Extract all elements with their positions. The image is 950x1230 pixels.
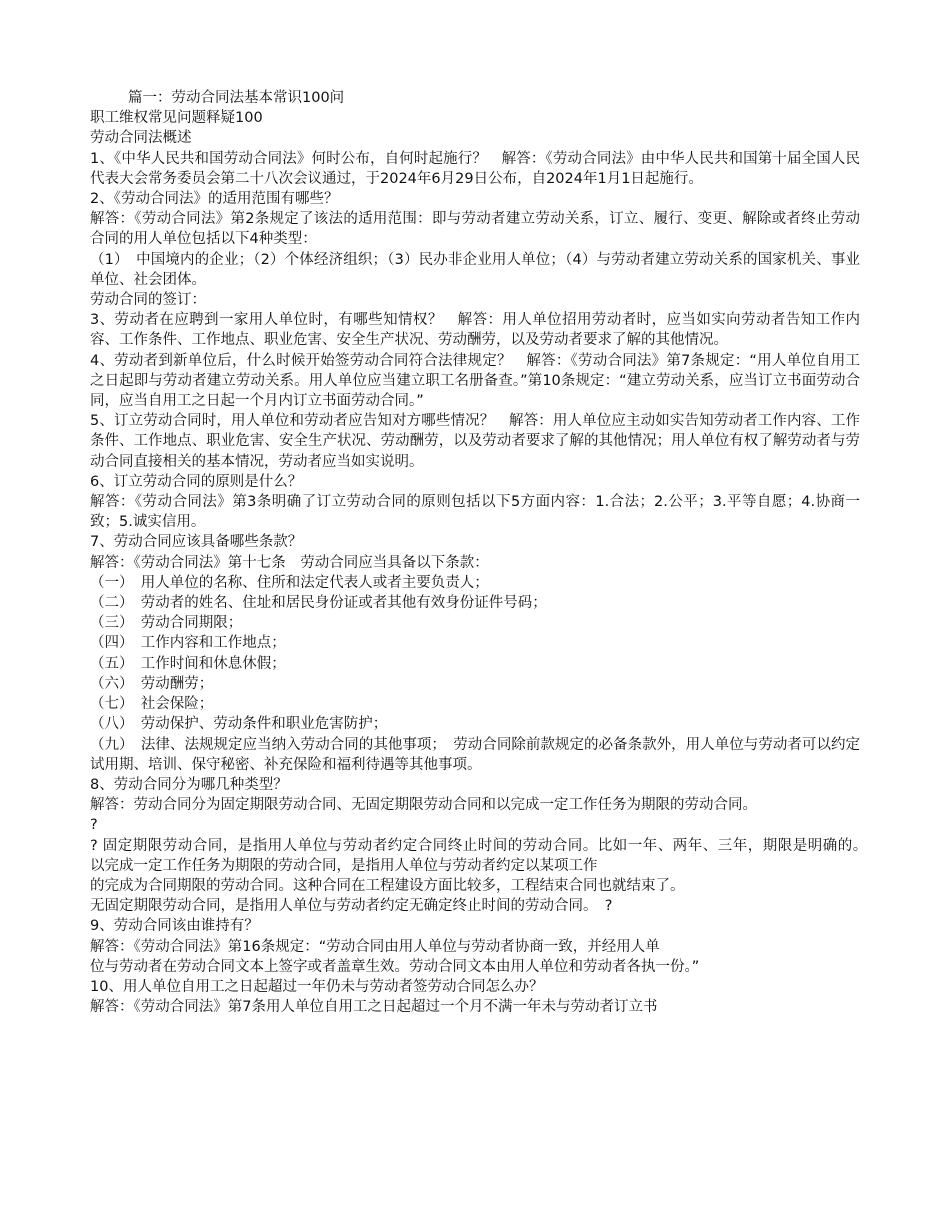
text-line: 无固定期限劳动合同，是指用人单位与劳动者约定无确定终止时间的劳动合同。 ? (90, 898, 613, 915)
question: 9、劳动合同该由谁持有？ (90, 918, 259, 935)
text-line: ? 固定期限劳动合同，是指用人单位与劳动者约定合同终止时间的劳动合同。比如一年、两年、三年，期限是明确的。 以完成一定工作任务为期限的劳动合同，是指用人单位与劳动者约定以某项工作 (90, 837, 875, 874)
answer: 解答：《劳动合同法》第16条规定：“劳动合同由用人单位与劳动者协商一致，并经用人单 (90, 938, 660, 955)
section-heading: 职工维权常见问题释疑100 (90, 110, 263, 127)
clause-item: （六） 劳动酬劳； (90, 675, 214, 692)
section-heading: 劳动合同的签订： (90, 292, 206, 309)
question: 10、用人单位自用工之日起超过一年仍未与劳动者签劳动合同怎么办？ (90, 978, 544, 995)
clause-item: （二） 劳动者的姓名、住址和居民身份证或者其他有效身份证件号码； (90, 595, 547, 612)
clause-item: （七） 社会保险； (90, 696, 214, 713)
answer: 解答：《劳动合同法》第7条用人单位自用工之日起超过一个月不满一年未与劳动者订立书 (90, 999, 658, 1016)
qa-paragraph: 1、《中华人民共和国劳动合同法》何时公布，自何时起施行？ 解答：《劳动合同法》由中华人民共和国第十届全国人民代表大会常务委员会第二十八次会议通过，于2024年6月29日公布，自2024年1月1日起施行。 (90, 150, 860, 187)
clause-item: （四） 工作内容和工作地点； (90, 635, 286, 652)
answer: 解答：《劳动合同法》第3条明确了订立劳动合同的原则包括以下5方面内容：1.合法；2.公平；3.平等自愿；4.协商一致；5.诚实信用。 (90, 494, 860, 531)
question: 7、劳动合同应该具备哪些条款？ (90, 534, 303, 551)
qa-paragraph: 4、劳动者到新单位后，什么时候开始签劳动合同符合法律规定？ 解答：《劳动合同法》第7条规定：“用人单位自用工之日起即与劳动者建立劳动关系。用人单位应当建立职工名册备查。”第10条规定：“建立劳动关系，应当订立书面劳动合同，应当自用工之日起一个月内订立书面劳动合同。” (90, 352, 860, 410)
answer: 解答：劳动合同分为固定期限劳动合同、无固定期限劳动合同和以完成一定工作任务为期限的劳动合同。 (90, 797, 757, 814)
answer-list: （1） 中国境内的企业；（2）个体经济组织；（3）民办非企业用人单位；（4）与劳动者建立劳动关系的国家机关、事业单位、社会团体。 (90, 251, 860, 288)
document-title: 篇一：劳动合同法基本常识100问 (128, 90, 345, 106)
clause-item: （三） 劳动合同期限； (90, 615, 243, 632)
answer: 解答：《劳动合同法》第2条规定了该法的适用范围：即与劳动者建立劳动关系，订立、履行、变更、解除或者终止劳动合同的用人单位包括以下4种类型： (90, 211, 860, 248)
clause-item: （八） 劳动保护、劳动条件和职业危害防护； (90, 716, 388, 733)
clause-item: （一） 用人单位的名称、住所和法定代表人或者主要负责人； (90, 574, 489, 591)
question: 8、劳动合同分为哪几种类型？ (90, 776, 288, 793)
qa-paragraph: 3、劳动者在应聘到一家用人单位时，有哪些知情权？ 解答：用人单位招用劳动者时，应当如实向劳动者告知工作内容、工作条件、工作地点、职业危害、安全生产状况、劳动酬劳，以及劳动者要求了解的其他情况。 (90, 312, 860, 349)
section-heading: 劳动合同法概述 (90, 130, 192, 147)
text-line: 的完成为合同期限的劳动合同。这种合同在工程建设方面比较多，工程结束合同也就结束了。 (90, 877, 685, 894)
clause-item: （五） 工作时间和休息休假； (90, 655, 286, 672)
question: 6、订立劳动合同的原则是什么？ (90, 473, 303, 490)
answer: 位与劳动者在劳动合同文本上签字或者盖章生效。劳动合同文本由用人单位和劳动者各执一份。” (90, 958, 700, 975)
clause-item: （九） 法律、法规规定应当纳入劳动合同的其他事项； 劳动合同除前款规定的必备条款外，用人单位与劳动者可以约定试用期、培训、保守秘密、补充保险和福利待遇等其他事项。 (90, 736, 860, 773)
answer: 解答：《劳动合同法》第十七条 劳动合同应当具备以下条款： (90, 554, 489, 571)
text-line: ? (90, 817, 98, 834)
qa-paragraph: 5、订立劳动合同时，用人单位和劳动者应告知对方哪些情况？ 解答：用人单位应主动如实告知劳动者工作内容、工作条件、工作地点、职业危害、安全生产状况、劳动酬劳，以及劳动者要求了解的其他情况；用人单位有权了解劳动者与劳动合同直接相关的基本情况，劳动者应当如实说明。 (90, 413, 860, 470)
question: 2、《劳动合同法》的适用范围有哪些？ (90, 191, 339, 208)
